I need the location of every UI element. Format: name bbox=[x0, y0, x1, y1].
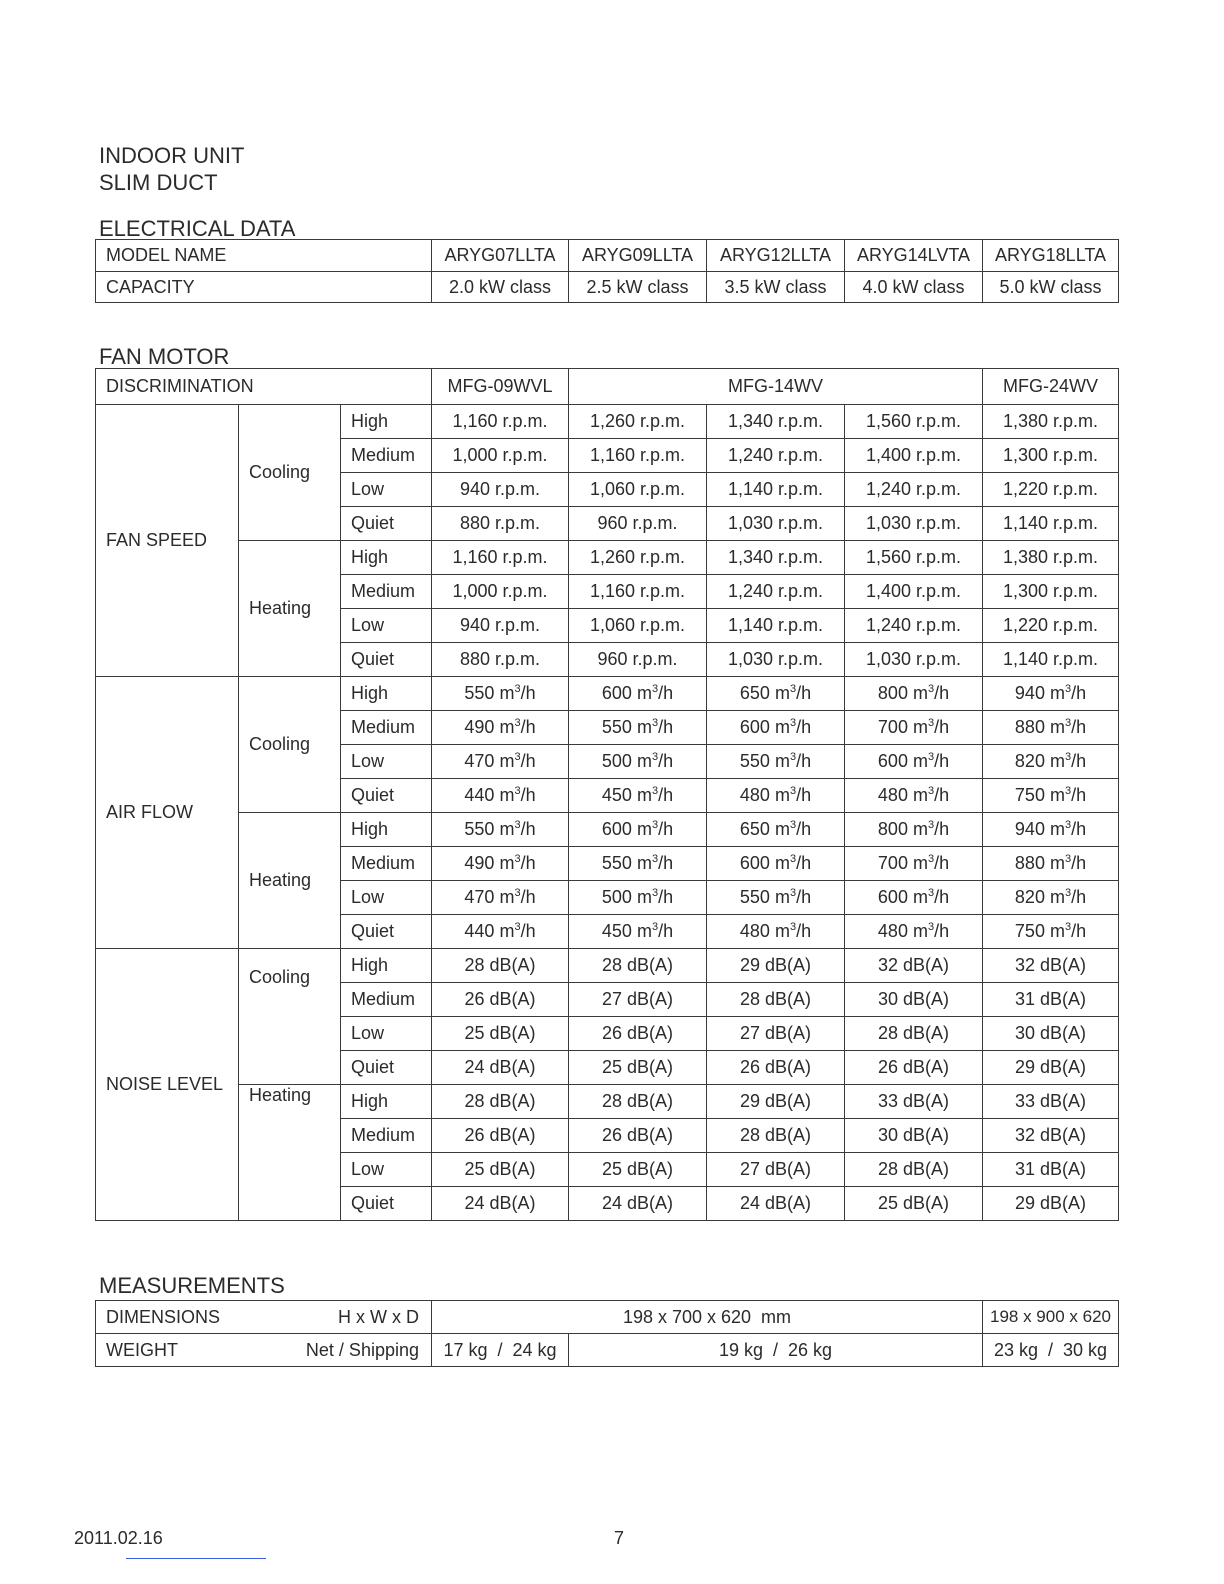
value-cell: 1,260 r.p.m. bbox=[569, 541, 707, 575]
value-cell: 1,160 r.p.m. bbox=[432, 405, 569, 439]
weight-sub-label: Net / Shipping bbox=[305, 1339, 419, 1360]
mode-label: Cooling bbox=[239, 405, 341, 541]
value-cell: 1,030 r.p.m. bbox=[845, 507, 983, 541]
discrimination-cell: MFG-14WV bbox=[569, 369, 983, 405]
value-cell: 24 dB(A) bbox=[707, 1187, 845, 1221]
level-label: Quiet bbox=[341, 779, 432, 813]
value-cell: 450 $m^3/h$ bbox=[569, 915, 707, 949]
value-cell: 490 $m^3/h$ bbox=[432, 847, 569, 881]
value-cell: 1,160 r.p.m. bbox=[569, 575, 707, 609]
value-cell: 1,260 r.p.m. bbox=[569, 405, 707, 439]
value-cell: 27 dB(A) bbox=[569, 983, 707, 1017]
value-cell: 24 dB(A) bbox=[432, 1187, 569, 1221]
value-cell: 1,030 r.p.m. bbox=[707, 643, 845, 677]
weight-label: WEIGHT bbox=[106, 1339, 178, 1360]
measurements-heading: MEASUREMENTS bbox=[99, 1273, 285, 1298]
fan-motor-table bbox=[95, 368, 1119, 1221]
value-cell: 25 dB(A) bbox=[569, 1153, 707, 1187]
level-label: Low bbox=[341, 1017, 432, 1051]
weight-value: 23 kg / 30 kg bbox=[983, 1334, 1119, 1367]
model-name-cell: ARYG18LLTA bbox=[983, 240, 1119, 272]
level-label: High bbox=[341, 677, 432, 711]
level-label: High bbox=[341, 1085, 432, 1119]
mode-label: Heating bbox=[239, 541, 341, 677]
spec-row bbox=[96, 949, 1119, 983]
dimensions-cell bbox=[96, 1301, 432, 1334]
value-cell: 27 dB(A) bbox=[707, 1017, 845, 1051]
value-cell: 28 dB(A) bbox=[707, 1119, 845, 1153]
unit-subtype-title: SLIM DUCT bbox=[99, 170, 218, 195]
discrimination-cell: MFG-09WVL bbox=[432, 369, 569, 405]
level-label: High bbox=[341, 405, 432, 439]
value-cell: 480 $m^3/h$ bbox=[845, 779, 983, 813]
value-cell: 700 $m^3/h$ bbox=[845, 847, 983, 881]
discrimination-row bbox=[96, 369, 1119, 405]
unit-type-title: INDOOR UNIT bbox=[99, 143, 245, 168]
value-cell: 480 $m^3/h$ bbox=[845, 915, 983, 949]
value-cell: 500 $m^3/h$ bbox=[569, 745, 707, 779]
value-cell: 24 dB(A) bbox=[432, 1051, 569, 1085]
value-cell: 1,160 r.p.m. bbox=[569, 439, 707, 473]
capacity-cell: 2.0 kW class bbox=[432, 272, 569, 303]
fan-motor-heading: FAN MOTOR bbox=[99, 344, 230, 369]
value-cell: 880 $m^3/h$ bbox=[983, 847, 1119, 881]
value-cell: 550 $m^3/h$ bbox=[569, 847, 707, 881]
weight-row bbox=[96, 1334, 1119, 1367]
value-cell: 1,030 r.p.m. bbox=[845, 643, 983, 677]
value-cell: 880 r.p.m. bbox=[432, 643, 569, 677]
group-label: FAN SPEED bbox=[96, 405, 239, 677]
mode-label: Cooling bbox=[239, 677, 341, 813]
level-label: Quiet bbox=[341, 1051, 432, 1085]
spec-row bbox=[96, 813, 1119, 847]
page-number: 7 bbox=[614, 1528, 625, 1548]
value-cell: 1,400 r.p.m. bbox=[845, 575, 983, 609]
value-cell: 750 $m^3/h$ bbox=[983, 915, 1119, 949]
value-cell: 700 $m^3/h$ bbox=[845, 711, 983, 745]
value-cell: 470 $m^3/h$ bbox=[432, 745, 569, 779]
value-cell: 1,000 r.p.m. bbox=[432, 439, 569, 473]
dimensions-value: 198 x 900 x 620 bbox=[983, 1301, 1119, 1334]
value-cell: 1,030 r.p.m. bbox=[707, 507, 845, 541]
value-cell: 26 dB(A) bbox=[569, 1017, 707, 1051]
value-cell: 1,140 r.p.m. bbox=[707, 609, 845, 643]
value-cell: 1,240 r.p.m. bbox=[845, 609, 983, 643]
value-cell: 32 dB(A) bbox=[983, 1119, 1119, 1153]
level-label: High bbox=[341, 949, 432, 983]
model-name-cell: ARYG12LLTA bbox=[707, 240, 845, 272]
value-cell: 28 dB(A) bbox=[845, 1017, 983, 1051]
value-cell: 28 dB(A) bbox=[432, 949, 569, 983]
value-cell: 1,380 r.p.m. bbox=[983, 405, 1119, 439]
value-cell: 650 $m^3/h$ bbox=[707, 677, 845, 711]
value-cell: 1,140 r.p.m. bbox=[983, 643, 1119, 677]
value-cell: 32 dB(A) bbox=[845, 949, 983, 983]
spec-row bbox=[96, 1085, 1119, 1119]
value-cell: 29 dB(A) bbox=[983, 1187, 1119, 1221]
level-label: Low bbox=[341, 1153, 432, 1187]
value-cell: 1,140 r.p.m. bbox=[707, 473, 845, 507]
value-cell: 25 dB(A) bbox=[845, 1187, 983, 1221]
value-cell: 26 dB(A) bbox=[432, 1119, 569, 1153]
value-cell: 30 dB(A) bbox=[983, 1017, 1119, 1051]
spec-row bbox=[96, 405, 1119, 439]
value-cell: 550 $m^3/h$ bbox=[432, 677, 569, 711]
value-cell: 960 r.p.m. bbox=[569, 643, 707, 677]
value-cell: 29 dB(A) bbox=[983, 1051, 1119, 1085]
value-cell: 26 dB(A) bbox=[569, 1119, 707, 1153]
model-name-cell: ARYG09LLTA bbox=[569, 240, 707, 272]
value-cell: 880 r.p.m. bbox=[432, 507, 569, 541]
value-cell: 25 dB(A) bbox=[432, 1017, 569, 1051]
value-cell: 440 $m^3/h$ bbox=[432, 915, 569, 949]
mode-label: Cooling bbox=[239, 949, 341, 1085]
level-label: Medium bbox=[341, 847, 432, 881]
dimensions-row bbox=[96, 1301, 1119, 1334]
value-cell: 600 $m^3/h$ bbox=[707, 711, 845, 745]
level-label: Quiet bbox=[341, 915, 432, 949]
value-cell: 1,140 r.p.m. bbox=[983, 507, 1119, 541]
value-cell: 1,220 r.p.m. bbox=[983, 609, 1119, 643]
dimensions-sub-label: H x W x D bbox=[338, 1306, 419, 1327]
level-label: Medium bbox=[341, 1119, 432, 1153]
group-label: NOISE LEVEL bbox=[96, 949, 239, 1221]
value-cell: 960 r.p.m. bbox=[569, 507, 707, 541]
value-cell: 600 $m^3/h$ bbox=[845, 881, 983, 915]
capacity-row bbox=[96, 272, 1119, 303]
level-label: Low bbox=[341, 745, 432, 779]
value-cell: 820 $m^3/h$ bbox=[983, 745, 1119, 779]
value-cell: 24 dB(A) bbox=[569, 1187, 707, 1221]
group-label: AIR FLOW bbox=[96, 677, 239, 949]
value-cell: 33 dB(A) bbox=[845, 1085, 983, 1119]
value-cell: 750 $m^3/h$ bbox=[983, 779, 1119, 813]
value-cell: 1,380 r.p.m. bbox=[983, 541, 1119, 575]
value-cell: 30 dB(A) bbox=[845, 983, 983, 1017]
model-name-cell: ARYG14LVTA bbox=[845, 240, 983, 272]
value-cell: 490 $m^3/h$ bbox=[432, 711, 569, 745]
value-cell: 470 $m^3/h$ bbox=[432, 881, 569, 915]
value-cell: 30 dB(A) bbox=[845, 1119, 983, 1153]
value-cell: 28 dB(A) bbox=[845, 1153, 983, 1187]
discrimination-label: DISCRIMINATION bbox=[96, 369, 432, 405]
level-label: Medium bbox=[341, 575, 432, 609]
mode-label: Heating bbox=[239, 813, 341, 949]
level-label: Low bbox=[341, 609, 432, 643]
capacity-cell: 3.5 kW class bbox=[707, 272, 845, 303]
value-cell: 26 dB(A) bbox=[707, 1051, 845, 1085]
value-cell: 1,220 r.p.m. bbox=[983, 473, 1119, 507]
capacity-cell: 4.0 kW class bbox=[845, 272, 983, 303]
footer-date: 2011.02.16 bbox=[74, 1528, 163, 1548]
value-cell: 600 $m^3/h$ bbox=[569, 813, 707, 847]
value-cell: 600 $m^3/h$ bbox=[569, 677, 707, 711]
value-cell: 33 dB(A) bbox=[983, 1085, 1119, 1119]
value-cell: 1,160 r.p.m. bbox=[432, 541, 569, 575]
value-cell: 28 dB(A) bbox=[432, 1085, 569, 1119]
value-cell: 550 $m^3/h$ bbox=[707, 745, 845, 779]
value-cell: 26 dB(A) bbox=[432, 983, 569, 1017]
value-cell: 28 dB(A) bbox=[569, 1085, 707, 1119]
mode-label: Heating bbox=[239, 1085, 341, 1221]
spec-row bbox=[96, 677, 1119, 711]
value-cell: 1,060 r.p.m. bbox=[569, 473, 707, 507]
model-name-label: MODEL NAME bbox=[96, 240, 432, 272]
level-label: Low bbox=[341, 881, 432, 915]
value-cell: 1,560 r.p.m. bbox=[845, 405, 983, 439]
discrimination-cell: MFG-24WV bbox=[983, 369, 1119, 405]
capacity-cell: 2.5 kW class bbox=[569, 272, 707, 303]
dimensions-label: DIMENSIONS bbox=[106, 1306, 221, 1327]
capacity-cell: 5.0 kW class bbox=[983, 272, 1119, 303]
level-label: Medium bbox=[341, 983, 432, 1017]
value-cell: 31 dB(A) bbox=[983, 983, 1119, 1017]
value-cell: 940 $m^3/h$ bbox=[983, 677, 1119, 711]
value-cell: 27 dB(A) bbox=[707, 1153, 845, 1187]
value-cell: 600 $m^3/h$ bbox=[707, 847, 845, 881]
value-cell: 550 $m^3/h$ bbox=[569, 711, 707, 745]
value-cell: 29 dB(A) bbox=[707, 1085, 845, 1119]
value-cell: 31 dB(A) bbox=[983, 1153, 1119, 1187]
value-cell: 26 dB(A) bbox=[845, 1051, 983, 1085]
value-cell: 1,300 r.p.m. bbox=[983, 575, 1119, 609]
spec-row bbox=[96, 541, 1119, 575]
level-label: High bbox=[341, 813, 432, 847]
value-cell: 1,240 r.p.m. bbox=[845, 473, 983, 507]
value-cell: 25 dB(A) bbox=[569, 1051, 707, 1085]
dimensions-value: 198 x 700 x 620 mm bbox=[432, 1301, 983, 1334]
value-cell: 480 $m^3/h$ bbox=[707, 779, 845, 813]
weight-value: 19 kg / 26 kg bbox=[569, 1334, 983, 1367]
level-label: Quiet bbox=[341, 1187, 432, 1221]
level-label: Low bbox=[341, 473, 432, 507]
weight-cell bbox=[96, 1334, 432, 1367]
value-cell: 32 dB(A) bbox=[983, 949, 1119, 983]
value-cell: 820 $m^3/h$ bbox=[983, 881, 1119, 915]
value-cell: 550 $m^3/h$ bbox=[707, 881, 845, 915]
value-cell: 480 $m^3/h$ bbox=[707, 915, 845, 949]
value-cell: 1,340 r.p.m. bbox=[707, 405, 845, 439]
value-cell: 29 dB(A) bbox=[707, 949, 845, 983]
value-cell: 450 $m^3/h$ bbox=[569, 779, 707, 813]
value-cell: 1,000 r.p.m. bbox=[432, 575, 569, 609]
value-cell: 500 $m^3/h$ bbox=[569, 881, 707, 915]
value-cell: 550 $m^3/h$ bbox=[432, 813, 569, 847]
capacity-label: CAPACITY bbox=[96, 272, 432, 303]
value-cell: 1,340 r.p.m. bbox=[707, 541, 845, 575]
electrical-data-heading: ELECTRICAL DATA bbox=[99, 216, 296, 241]
value-cell: 1,060 r.p.m. bbox=[569, 609, 707, 643]
value-cell: 940 $m^3/h$ bbox=[983, 813, 1119, 847]
value-cell: 1,300 r.p.m. bbox=[983, 439, 1119, 473]
value-cell: 940 r.p.m. bbox=[432, 473, 569, 507]
footer-rule bbox=[126, 1558, 266, 1559]
level-label: Medium bbox=[341, 439, 432, 473]
value-cell: 800 $m^3/h$ bbox=[845, 813, 983, 847]
value-cell: 1,240 r.p.m. bbox=[707, 575, 845, 609]
value-cell: 1,560 r.p.m. bbox=[845, 541, 983, 575]
value-cell: 600 $m^3/h$ bbox=[845, 745, 983, 779]
model-name-row bbox=[96, 240, 1119, 272]
level-label: Quiet bbox=[341, 643, 432, 677]
weight-value: 17 kg / 24 kg bbox=[432, 1334, 569, 1367]
electrical-data-table bbox=[95, 239, 1119, 303]
value-cell: 940 r.p.m. bbox=[432, 609, 569, 643]
value-cell: 650 $m^3/h$ bbox=[707, 813, 845, 847]
value-cell: 25 dB(A) bbox=[432, 1153, 569, 1187]
value-cell: 1,400 r.p.m. bbox=[845, 439, 983, 473]
level-label: Quiet bbox=[341, 507, 432, 541]
value-cell: 1,240 r.p.m. bbox=[707, 439, 845, 473]
model-name-cell: ARYG07LLTA bbox=[432, 240, 569, 272]
value-cell: 28 dB(A) bbox=[707, 983, 845, 1017]
measurements-table bbox=[95, 1300, 1119, 1367]
level-label: Medium bbox=[341, 711, 432, 745]
value-cell: 800 $m^3/h$ bbox=[845, 677, 983, 711]
value-cell: 880 $m^3/h$ bbox=[983, 711, 1119, 745]
value-cell: 28 dB(A) bbox=[569, 949, 707, 983]
value-cell: 440 $m^3/h$ bbox=[432, 779, 569, 813]
level-label: High bbox=[341, 541, 432, 575]
